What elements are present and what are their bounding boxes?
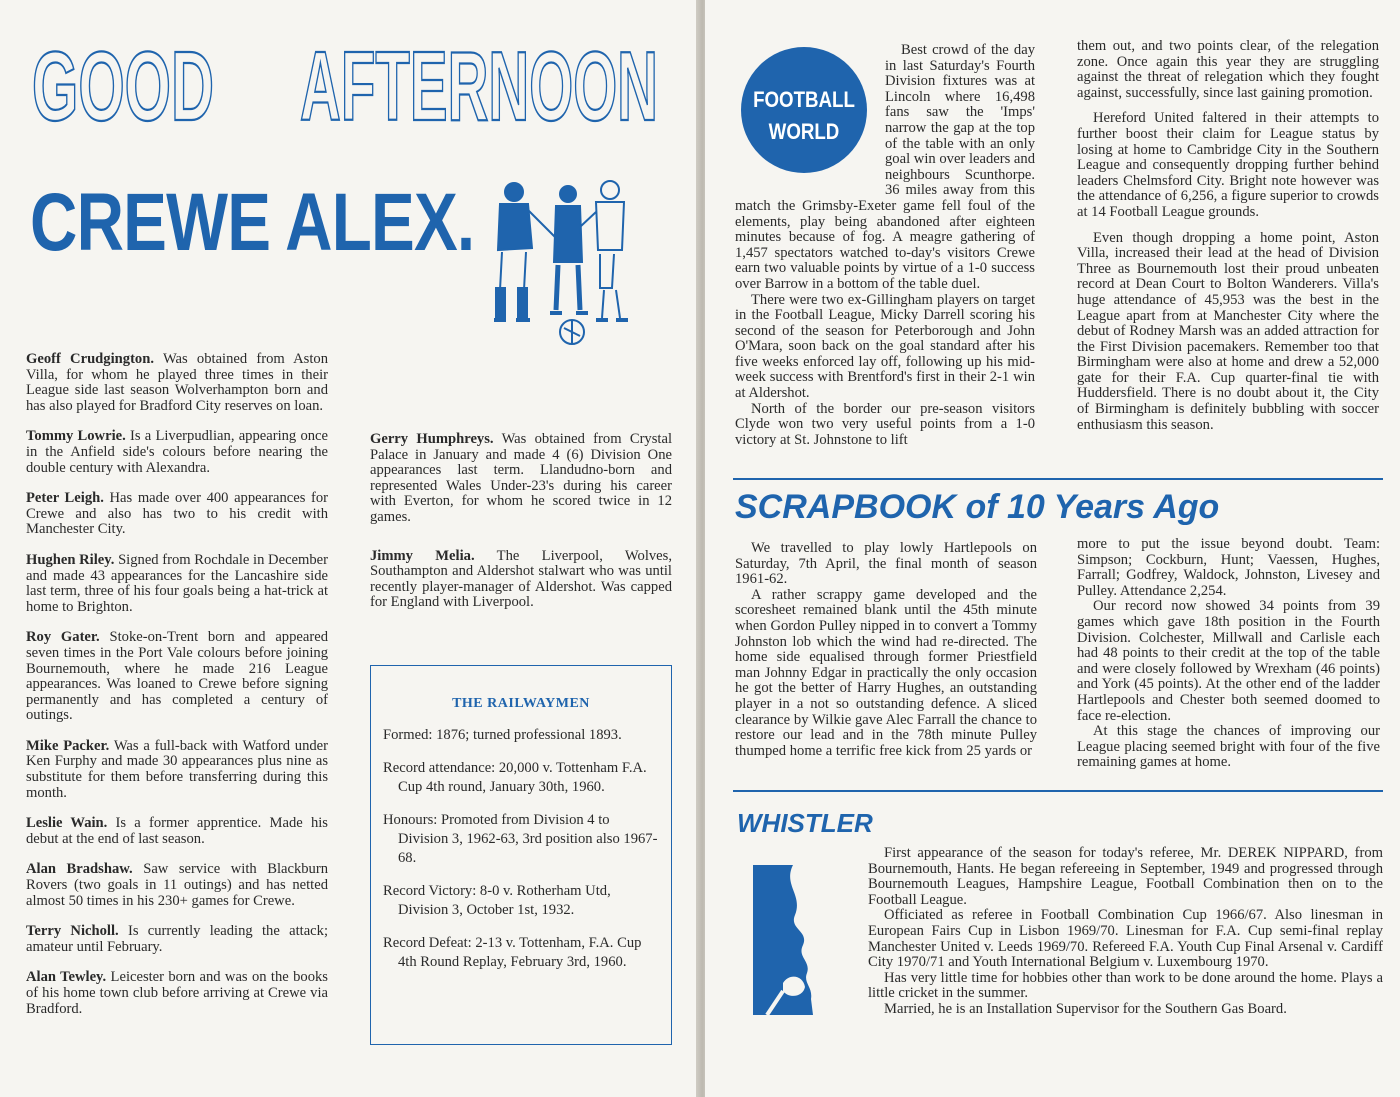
player-profile: Roy Gater. Stoke-on-Trent born and appeared seven times in the Port Vale colours before joining Bournemouth, where he made 216 League appearances. Was loaned to Crewe before signing permanently and has completed a century of outings. <box>26 629 328 724</box>
article-paragraph: First appearance of the season for today's referee, Mr. DEREK NIPPARD, from Bournemouth, Hants. He began refereeing in September, 1949 and progressed through Bournemouth Leagues, Hampshire League, Football Combination then on to the Football League. <box>868 845 1383 908</box>
player-profile: Mike Packer. Was a full-back with Watford under Ken Furphy and made 30 appearances plus nine as substitute for them before transferring during this month. <box>26 737 328 801</box>
article-paragraph: them out, and two points clear, of the relegation zone. Once again this year they are struggling against the threat of relegation which they fought against, successfully, since last gaining promotion. <box>1077 38 1379 101</box>
factbox-item: Honours: Promoted from Division 4 to Division 3, 1962-63, 3rd position also 1967-68. <box>383 812 658 866</box>
player-profile: Gerry Humphreys. Was obtained from Crystal Palace in January and made 4 (6) Division One appearances last term. Llandudno-born and represented Wales Under-23's during his career with Everton, for whom he scored twice in 12 games. <box>370 431 672 525</box>
factbox-item: Record attendance: 20,000 v. Tottenham F.A. Cup 4th round, January 30th, 1960. <box>383 760 647 795</box>
badge-line-1: FOOTBALL <box>753 87 855 112</box>
headline-afternoon: AFTERNOON <box>300 40 658 130</box>
badge-line-2: WORLD <box>768 119 840 144</box>
player-profile: Alan Bradshaw. Saw service with Blackburn Rovers (two goals in 11 outings) and has netted almost 50 times in his 230+ games for Crewe. <box>26 861 329 909</box>
factbox-title: THE RAILWAYMEN <box>452 696 590 711</box>
article-paragraph: North of the border our pre-season visitors Clyde won two very useful points from a 1-0 victory at St. Johnstone to lift <box>735 400 1035 448</box>
team-headline: CREWE ALEX. <box>30 177 475 268</box>
player-profile: Leslie Wain. Is a former apprentice. Made his debut at the end of last season. <box>26 815 328 847</box>
article-paragraph: At this stage the chances of improving our League placing seemed bright with four of the five remaining games at home. <box>1077 723 1380 771</box>
player-profile: Tommy Lowrie. Is a Liverpudlian, appearing once in the Anfield side's colours before nearing the double century with Alexandra. <box>26 428 328 476</box>
whistler-title: WHISTLER <box>737 808 873 838</box>
scrapbook-column-1 <box>735 541 1037 759</box>
good-afternoon-headline <box>30 40 660 130</box>
article-paragraph: Hereford United faltered in their attempts to further boost their claim for League status by losing at home to Cambridge City in the Southern League and consequently dropping further behind leaders Chelmsford City. Bright note however was the attendance of 6,256, a figure superior to crowds at 14 Football League grounds. <box>1077 110 1379 220</box>
player-profile: Peter Leigh. Has made over 400 appearances for Crewe and also has two to his credit with Manchester City. <box>26 490 328 538</box>
article-paragraph: We travelled to play lowly Hartlepools on Saturday, 7th April, the final month of season 1961-62. <box>735 540 1037 588</box>
right-page <box>705 0 1400 1097</box>
player-profile: Alan Tewley. Leicester born and was on the books of his home town club before arriving at Crewe via Bradford. <box>26 969 328 1017</box>
player-profile: Terry Nicholl. Is currently leading the attack; amateur until February. <box>26 923 328 955</box>
football-world-badge <box>741 47 867 173</box>
scrapbook-column-2 <box>1077 537 1380 771</box>
article-paragraph: A rather scrappy game developed and the scoresheet remained blank until the 45th minute when Gordon Pulley nipped in to convert a Tommy Johnston lob which the wind had re-directed. The home side equalised through former Priestfield man Johnny Edgar in practically the only occasion he got the better of Harry Hughes, an outstanding player in a not so outstanding defence. A sliced clearance by Wilkie gave Alec Farrall the chance to restore our lead and in the 78th minute Pulley thumped home a terrific free kick from 25 yards or <box>735 586 1037 759</box>
headline-good: GOOD <box>32 40 215 130</box>
handshake-illustration <box>486 170 636 350</box>
player-profiles-column-1 <box>26 352 328 1032</box>
article-paragraph: Has very little time for hobbies other than work to be done around the home. Plays a little cricket in the summer. <box>868 969 1383 1002</box>
player-profile: Hughen Riley. Signed from Rochdale in December and made 43 appearances for the Lancashire side last term, three of his four goals being a hat-trick at home to Brighton. <box>26 551 329 615</box>
section-divider <box>733 478 1383 480</box>
article-paragraph: Even though dropping a home point, Aston Villa, increased their lead at the head of Division Three as Bournemouth lost their proud unbeaten record at Dean Court to Bolton Wanderers. Villa's huge attendance of 45,953 was the best in the League apart from at Manchester City where the debut of Rodney Marsh was an added attraction for the First Division pacemakers. Remember too that Birmingham were also at home and drew a 52,000 gate for their F.A. Cup quarter-final tie with Huddersfield. There is no doubt about it, the City of Birmingham is definitely bubbling with soccer enthusiasm this season. <box>1077 229 1379 433</box>
article-paragraph: Our record now showed 34 points from 39 games which gave 18th position in the Fourth Division. Colchester, Millwall and Carlisle each had 48 points to their credit at the top of the table and were closely followed by Wrexham (46 points) and York (45 points). At the other end of the ladder Hartlepools and Chester both seemed doomed to face re-election. <box>1077 598 1380 724</box>
football-world-column-2 <box>1077 39 1379 443</box>
factbox-item: Record Defeat: 2-13 v. Tottenham, F.A. Cup 4th Round Replay, February 3rd, 1960. <box>383 935 642 970</box>
player-profile: Jimmy Melia. The Liverpool, Wolves, Southampton and Aldershot stalwart who was until recently player-manager of Aldershot. Was capped for England with Liverpool. <box>370 547 672 611</box>
scrapbook-title: SCRAPBOOK of 10 Years Ago <box>735 488 1220 526</box>
article-paragraph: more to put the issue beyond doubt. Team: Simpson; Cockburn, Hunt; Vaessen, Hughes, Farrall; Godfrey, Waldock, Johnston, Livesey and Pulley. Attendance 2,254. <box>1077 536 1380 599</box>
player-profiles-column-2 <box>370 432 672 634</box>
player-profile: Geoff Crudgington. Was obtained from Aston Villa, for whom he played three times in their League side last season Wolverhampton born and has also played for Bradford City reserves on loan. <box>26 351 329 414</box>
article-paragraph: Best crowd of the day in last Saturday's Fourth Division fixtures was at Lincoln where 16,498 fans saw the 'Imps' narrow the gap at the top of the table with an only goal win over leaders and neighbours Scunthorpe. 36 miles away from this match the Grimsby-Exeter game fell foul of the elements, play being abandoned after eighteen minutes because of fog. A meagre gathering of 1,457 spectators watched to-day's visitors Crewe earn two valuable points by virtue of a 1-0 success over Barrow in a bottom of the table duel. <box>735 42 1035 292</box>
article-paragraph: Married, he is an Installation Supervisor for the Southern Gas Board. <box>884 1000 1287 1017</box>
railwaymen-factbox <box>370 665 672 1045</box>
factbox-item: Record Victory: 8-0 v. Rotherham Utd, Division 3, October 1st, 1932. <box>383 883 611 918</box>
referee-whistle-illustration <box>753 865 845 1015</box>
factbox-item: Formed: 1876; turned professional 1893. <box>383 727 622 743</box>
article-paragraph: There were two ex-Gillingham players on target in the Football League, Micky Darrell scoring his second of the season for Peterborough and John O'Mara, soon back on the goal standard after his five weeks enforced lay off, following up his mid-week success with Brentford's first in their 2-1 win at Aldershot. <box>735 291 1035 402</box>
whistler-text <box>868 846 1383 1018</box>
article-paragraph: Officiated as referee in Football Combination Cup 1966/67. Also linesman in European Fairs Cup in Lisbon 1969/70. Linesman for F.A. Cup semi-final replay Manchester United v. Leeds 1969/70. Refereed F.A. Youth Cup Final Arsenal v. Cardiff City 1970/71 and Youth International Belgium v. Luxembourg 1970. <box>868 907 1383 971</box>
section-divider <box>733 790 1383 792</box>
